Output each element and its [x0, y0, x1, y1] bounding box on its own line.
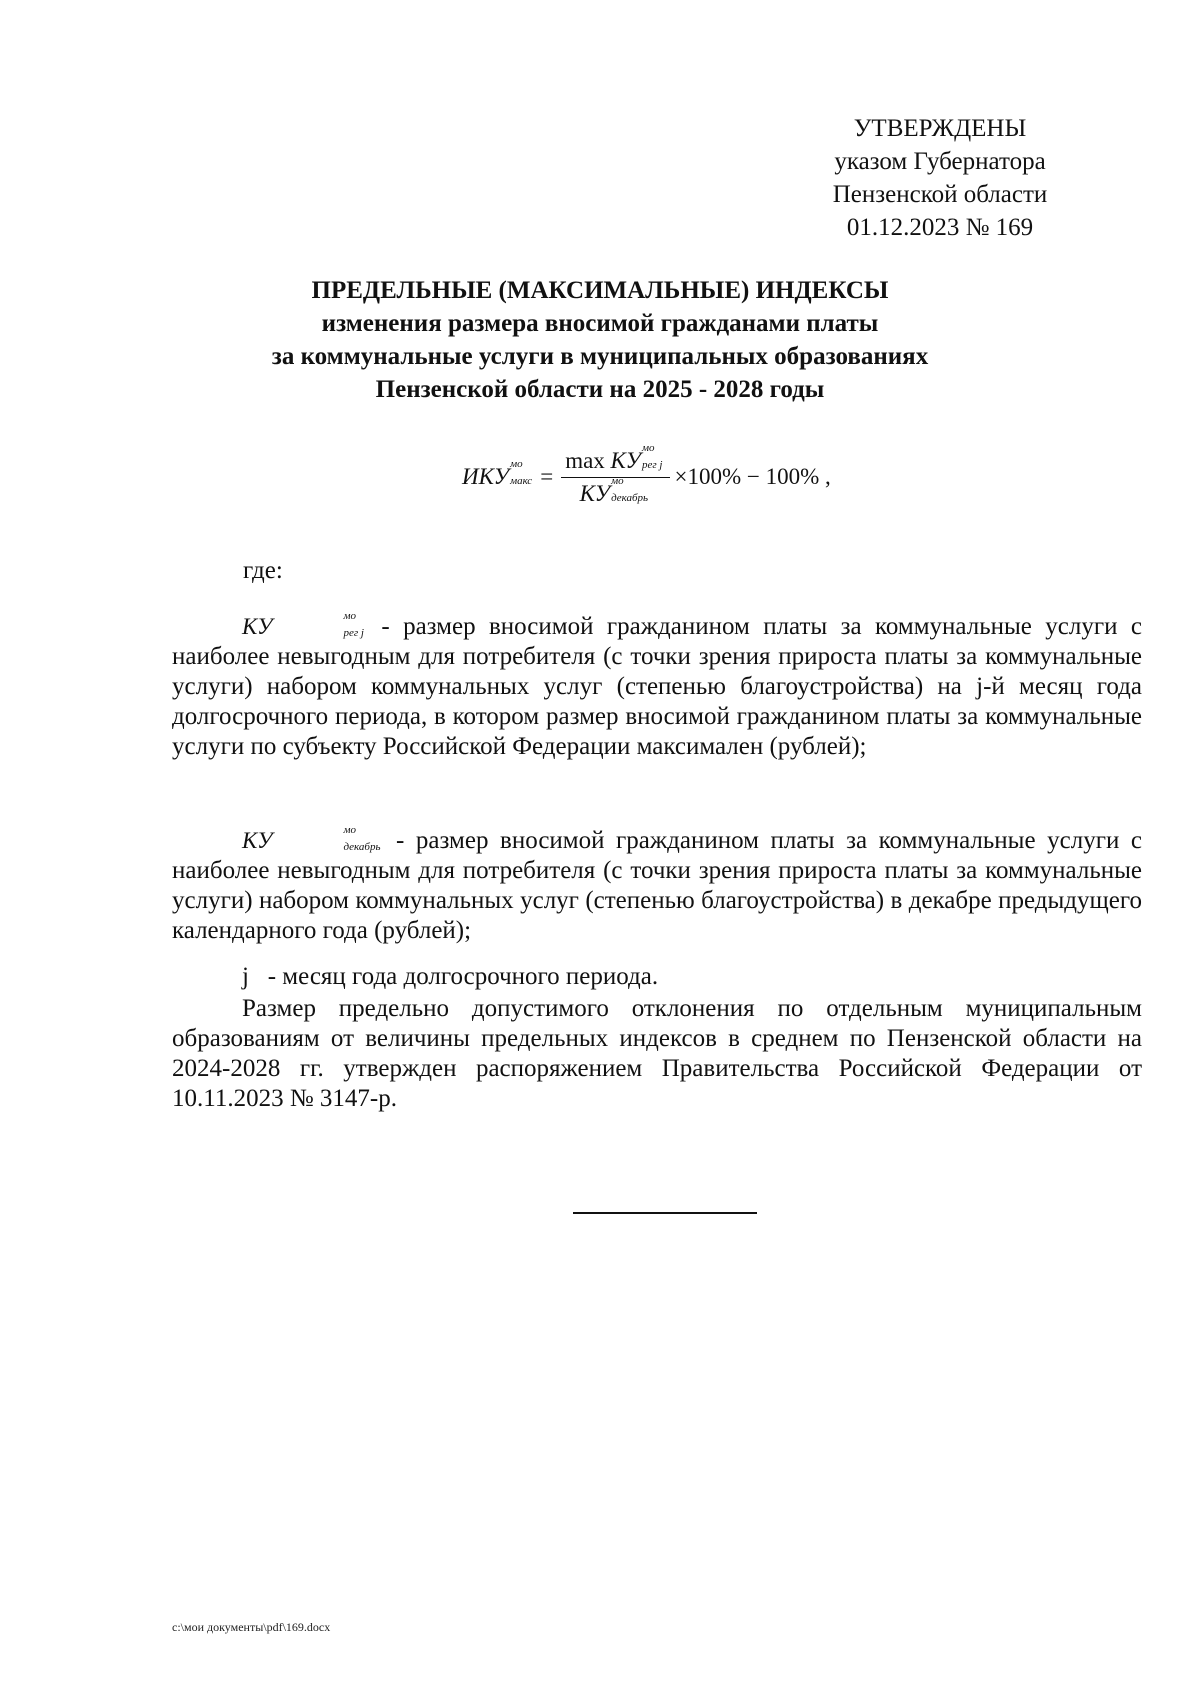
- approval-region: Пензенской области: [832, 181, 1048, 208]
- formula-lhs-sup: мо: [510, 458, 523, 470]
- definition-ku-reg-sym: КУ: [242, 614, 273, 639]
- formula-den-sub: декабрь: [611, 491, 649, 504]
- definition-ku-december-sup: мо: [343, 823, 356, 836]
- definition-ku-reg-sub: рег j: [343, 626, 364, 639]
- formula-den-symbol: КУ: [579, 480, 611, 506]
- definition-ku-december: [172, 823, 1142, 946]
- definition-ku-december-text: - размер вносимой гражданином платы за коммунальные услуги с наиболее невыгодным для потребителя (с точки зрения прироста платы за коммунальные услуги) набором коммунальных услуг (степенью благоустройства) в декабре предыдущего календарного года (рублей);: [172, 827, 1142, 944]
- formula-fraction: [561, 441, 670, 507]
- index-formula: [462, 442, 831, 512]
- formula-den-indices: [611, 474, 649, 506]
- definition-ku-december-sub: декабрь: [343, 840, 381, 853]
- title-line-2: изменения размера вносимой гражданами платы: [321, 310, 879, 337]
- formula-num-indices: [642, 441, 663, 473]
- definition-ku-reg-text: - размер вносимой гражданином платы за коммунальные услуги с наиболее невыгодным для потребителя (с точки зрения прироста платы за коммунальные услуги) набором коммунальных услуг (степенью благоустройства) на j-й месяц года долгосрочного периода, в котором размер вносимой гражданином платы за коммунальные услуги по субъекту Российской Федерации максимален (рублей);: [172, 613, 1142, 760]
- formula-num-symbol: КУ: [610, 447, 641, 473]
- approval-authority: указом Губернатора: [834, 148, 1046, 175]
- definition-j-text: - месяц года долгосрочного периода.: [248, 963, 659, 990]
- definition-ku-reg-symbol: [242, 609, 368, 639]
- definition-ku-reg: [172, 609, 1142, 762]
- formula-lhs-symbol: ИКУ: [462, 464, 510, 489]
- title-line-1: ПРЕДЕЛЬНЫЕ (МАКСИМАЛЬНЫЕ) ИНДЕКСЫ: [311, 277, 889, 304]
- where-label: где:: [243, 557, 283, 584]
- document-title: [150, 274, 1050, 406]
- formula-lhs-sub: макс: [510, 475, 533, 487]
- formula-numerator: [561, 441, 670, 478]
- title-line-4: Пензенской области на 2025 - 2028 годы: [375, 376, 825, 403]
- formula-num-sub: рег j: [642, 458, 663, 471]
- approval-date-number: 01.12.2023 № 169: [846, 214, 1034, 241]
- approval-heading: УТВЕРЖДЕНЫ: [853, 115, 1027, 142]
- formula-tail: ×100% − 100% ,: [674, 464, 831, 489]
- definition-j: [172, 962, 1142, 992]
- title-line-3: за коммунальные услуги в муниципальных образованиях: [271, 343, 929, 370]
- definition-ku-december-sym: КУ: [242, 828, 273, 853]
- formula-num-sup: мо: [642, 441, 655, 454]
- definition-ku-december-symbol: [242, 823, 384, 853]
- separator-line: [573, 1212, 757, 1214]
- closing-paragraph: Размер предельно допустимого отклонения по отдельным муниципальным образованиям от величины предельных индексов в среднем по Пензенской области на 2024-2028 гг. утвержден распоряжением Правительства Российской Федерации от 10.11.2023 № 3147-р.: [172, 995, 1142, 1112]
- definition-j-symbol: j: [242, 963, 249, 990]
- definition-ku-december-indices: [273, 823, 381, 855]
- approval-block: [790, 112, 1090, 244]
- definition-ku-reg-indices: [273, 609, 364, 641]
- definition-ku-reg-sup: мо: [343, 609, 356, 622]
- formula-lhs-indices: [510, 458, 533, 489]
- formula-denominator: [576, 474, 656, 507]
- formula-equals: =: [540, 464, 554, 489]
- footer-file-path: c:\мои документы\pdf\169.docx: [172, 1620, 331, 1634]
- formula-max: max: [565, 447, 605, 473]
- formula-den-sup: мо: [611, 474, 624, 487]
